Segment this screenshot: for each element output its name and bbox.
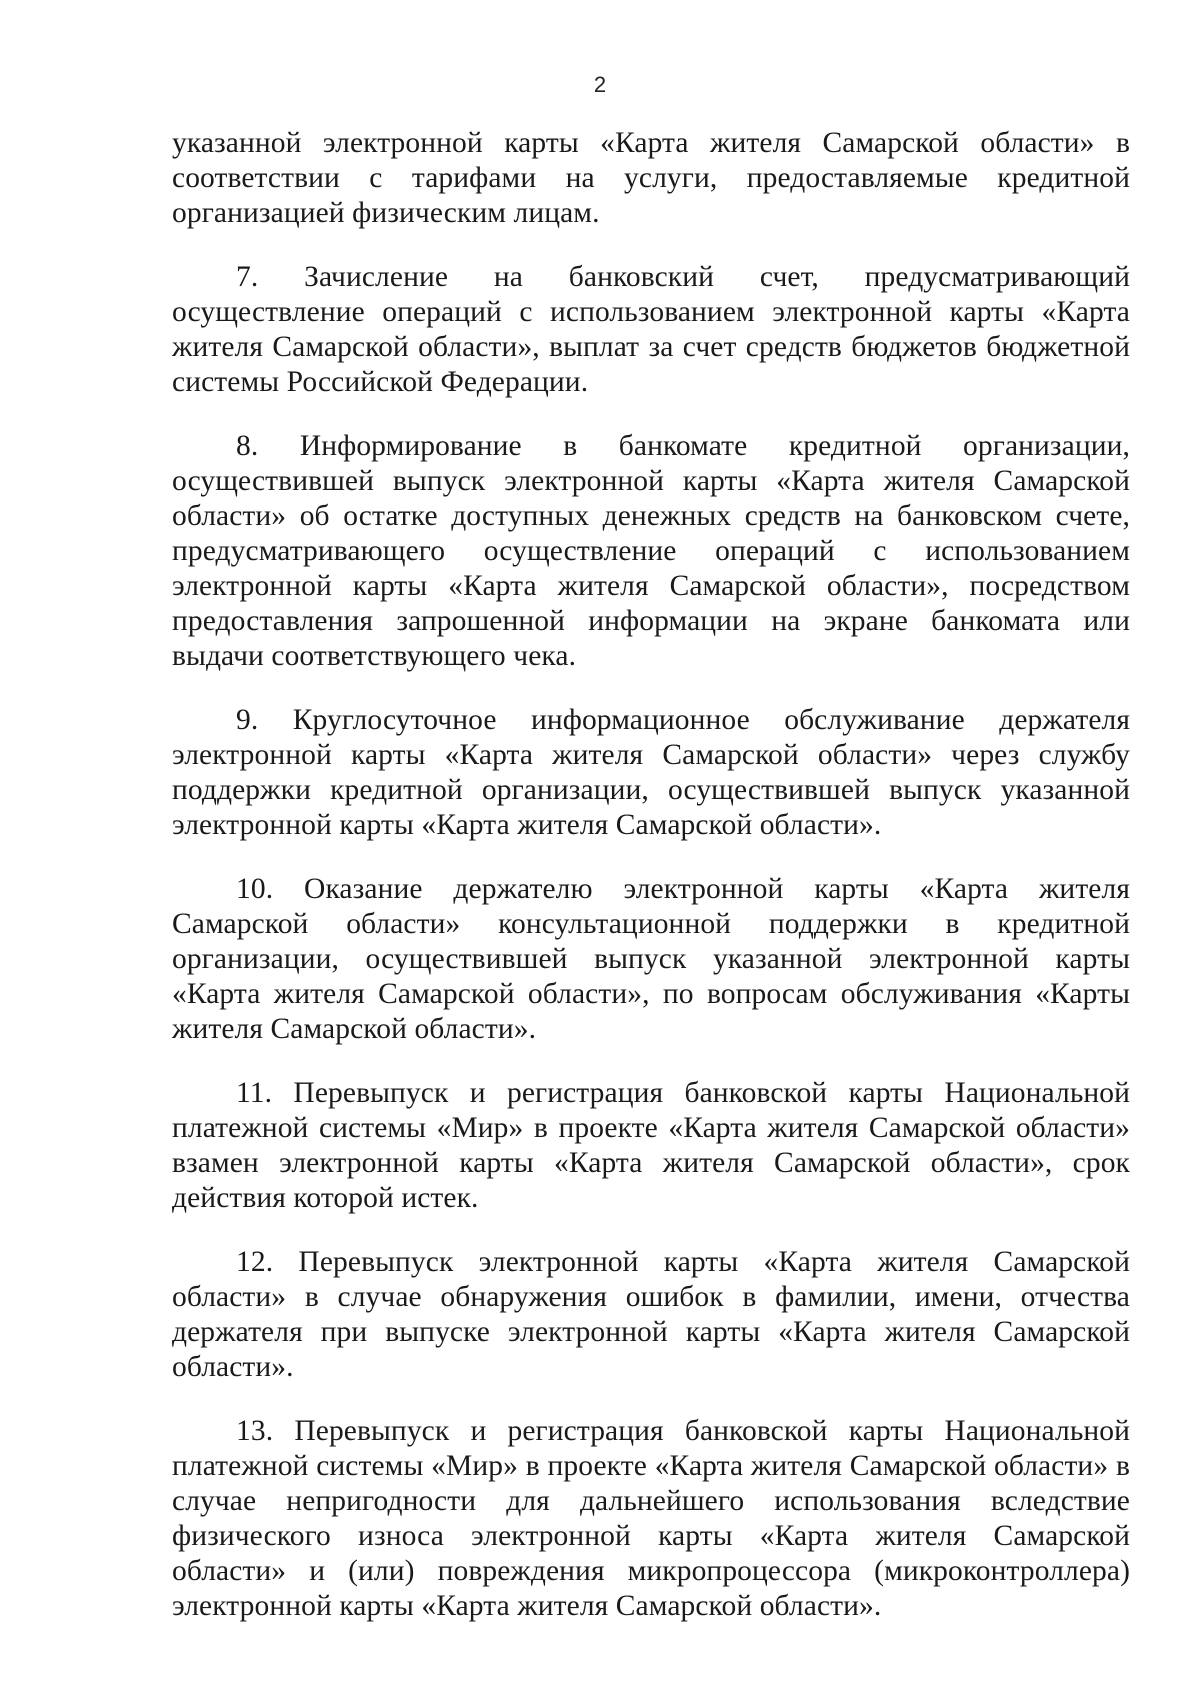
paragraph-item-13: 13. Перевыпуск и регистрация банковской карты Национальной платежной системы «Мир» в проекте «Карта жителя Самарской области» в случае непригодности для дальнейшего использования вследствие физического износа электронной карты «Карта жителя Самарской области» и (или) повреждения микропроцессора (микроконтроллера) электронной карты «Карта жителя Самарской области».: [172, 1415, 1130, 1622]
document-body: [172, 126, 1130, 1653]
paragraph-item-10: 10. Оказание держателю электронной карты «Карта жителя Самарской области» консультационной поддержки в кредитной организации, осуществившей выпуск указанной электронной карты «Карта жителя Самарской области», по вопросам обслуживания «Карты жителя Самарской области».: [172, 873, 1130, 1045]
page-number: 2: [593, 72, 607, 97]
paragraph-item-12: 12. Перевыпуск электронной карты «Карта жителя Самарской области» в случае обнаружения ошибок в фамилии, имени, отчества держателя при выпуске электронной карты «Карта жителя Самарской области».: [172, 1246, 1130, 1383]
paragraph-item-9: 9. Круглосуточное информационное обслуживание держателя электронной карты «Карта жителя Самарской области» через службу поддержки кредитной организации, осуществившей выпуск указанной электронной карты «Карта жителя Самарской области».: [172, 704, 1130, 841]
paragraph-item-8: 8. Информирование в банкомате кредитной организации, осуществившей выпуск электронной карты «Карта жителя Самарской области» об остатке доступных денежных средств на банковском счете, предусматривающего осуществление операций с использованием электронной карты «Карта жителя Самарской области», посредством предоставления запрошенной информации на экране банкомата или выдачи соответствующего чека.: [172, 430, 1130, 672]
paragraph-item-11: 11. Перевыпуск и регистрация банковской карты Национальной платежной системы «Мир» в проекте «Карта жителя Самарской области» взамен электронной карты «Карта жителя Самарской области», срок действия которой истек.: [172, 1077, 1130, 1214]
paragraph-item-7: 7. Зачисление на банковский счет, предусматривающий осуществление операций с использованием электронной карты «Карта жителя Самарской области», выплат за счет средств бюджетов бюджетной системы Российской Федерации.: [172, 261, 1130, 398]
paragraph-continuation: указанной электронной карты «Карта жителя Самарской области» в соответствии с тарифами на услуги, предоставляемые кредитной организацией физическим лицам.: [172, 127, 1130, 229]
